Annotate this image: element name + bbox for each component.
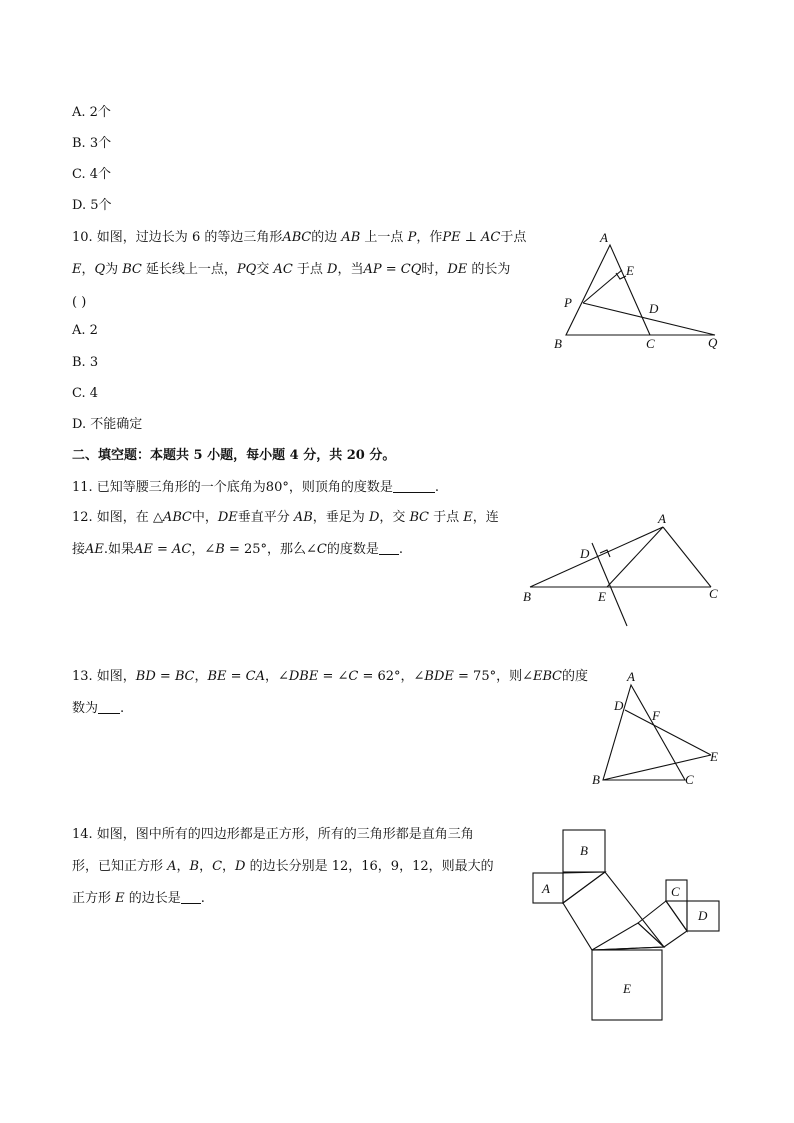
q12-text-line1: 12. 如图，在 △𝐴𝐵𝐶中，𝐷𝐸垂直平分 𝐴𝐵，垂足为 𝐷，交 𝐵𝐶 于点 𝐸，连	[72, 510, 499, 525]
q10-label-p: P	[564, 295, 572, 310]
q14-text-line2: 形，已知正方形 𝐴，𝐵，𝐶，𝐷 的边长分别是 12，16，9，12，则最大的	[72, 859, 494, 874]
q13-end: .	[120, 701, 125, 716]
q10-text-line2: 𝐸，𝑄为 𝐵𝐶 延长线上一点，𝑃𝑄交 𝐴𝐶 于点 𝐷，当𝐴𝑃 = 𝐶𝑄时，𝐷𝐸 的长为	[72, 262, 511, 277]
q10-triangle-abc	[566, 245, 650, 335]
q13-label-d: D	[614, 698, 624, 713]
q9-option-b: B. 3个	[72, 136, 112, 151]
q13-figure	[585, 665, 725, 790]
q9-option-a: A. 2个	[72, 105, 111, 120]
q14-end: .	[200, 891, 205, 906]
q11-text: 11. 已知等腰三角形的一个底角为80°，则顶角的度数是	[72, 480, 393, 495]
q10-option-c: C. 4	[72, 386, 99, 401]
q14-middle-square-left	[563, 872, 664, 950]
q12-label-a: A	[658, 511, 666, 526]
q14-text-line1: 14. 如图，图中所有的四边形都是正方形，所有的三角形都是直角三角	[72, 827, 474, 842]
q14-label-c: C	[671, 884, 680, 899]
q13-label-f: F	[652, 708, 660, 723]
q13-line-be	[603, 755, 711, 780]
q12-figure	[515, 505, 725, 630]
q11-line	[72, 479, 439, 497]
q13-line2	[72, 700, 124, 718]
q11-end: .	[434, 480, 439, 495]
q10-text-line1: 10. 如图，过边长为 6 的等边三角形𝐴𝐵𝐶的边 𝐴𝐵 上一点 𝑃，作𝑃𝐸 ⊥ 𝐴𝐶于点	[72, 230, 527, 245]
q13-label-c: C	[685, 772, 694, 787]
q14-label-e: E	[623, 981, 631, 996]
q10-label-e: E	[626, 263, 634, 278]
q10-label-d: D	[649, 301, 659, 316]
q14-answer-blank	[181, 891, 201, 904]
q12-line-ae	[607, 527, 663, 587]
q10-option-d: D. 不能确定	[72, 417, 143, 432]
q12-end: .	[398, 542, 404, 557]
q13-label-e: E	[710, 749, 718, 764]
q14-text-line3: 正方形 𝐸 的边长是	[72, 891, 181, 906]
q9-option-c: C. 4个	[72, 167, 112, 182]
q12-text-line2: 接𝐴𝐸.如果𝐴𝐸 = 𝐴𝐶，∠𝐵 = 25°，那么∠𝐶的度数是	[72, 542, 379, 557]
q12-line2	[72, 541, 403, 559]
q12-answer-blank	[379, 542, 399, 555]
q10-label-q: Q	[708, 335, 718, 350]
q12-label-e: E	[598, 589, 606, 604]
q14-line3	[72, 890, 205, 908]
q13-answer-blank	[98, 701, 120, 714]
q14-label-d: D	[698, 908, 708, 923]
q10-label-b: B	[554, 336, 562, 351]
q14-figure	[528, 825, 728, 1025]
q14-center-triangle	[592, 923, 664, 950]
q13-text-line2: 数为	[72, 701, 99, 716]
q14-label-a: A	[542, 881, 550, 896]
q12-line-ab	[530, 527, 663, 587]
q10-label-a: A	[600, 230, 608, 245]
q11-answer-blank	[393, 480, 435, 493]
q13-label-b: B	[592, 772, 600, 787]
q13-label-a: A	[627, 669, 635, 684]
q13-line-de	[625, 710, 711, 755]
q12-label-d: D	[580, 546, 590, 561]
q13-text-line1: 13. 如图，𝐵𝐷 = 𝐵𝐶，𝐵𝐸 = 𝐶𝐴，∠𝐷𝐵𝐸 = ∠𝐶 = 62°，∠𝐵𝐷𝐸 = 75°，则∠𝐸𝐵𝐶的度	[72, 669, 588, 684]
q14-label-b: B	[580, 843, 588, 858]
q10-figure	[548, 225, 738, 355]
q10-label-c: C	[646, 336, 655, 351]
q10-text-line3: ( )	[72, 295, 87, 310]
q12-label-c: C	[709, 586, 718, 601]
q10-option-b: B. 3	[72, 355, 99, 370]
q10-option-a: A. 2	[72, 323, 98, 338]
q9-option-d: D. 5个	[72, 198, 112, 213]
q12-label-b: B	[523, 589, 531, 604]
section2-heading: 二、填空题：本题共 5 小题，每小题 4 分，共 20 分。	[72, 448, 396, 463]
q10-line-pe	[583, 270, 622, 303]
q12-line-ac	[663, 527, 711, 587]
